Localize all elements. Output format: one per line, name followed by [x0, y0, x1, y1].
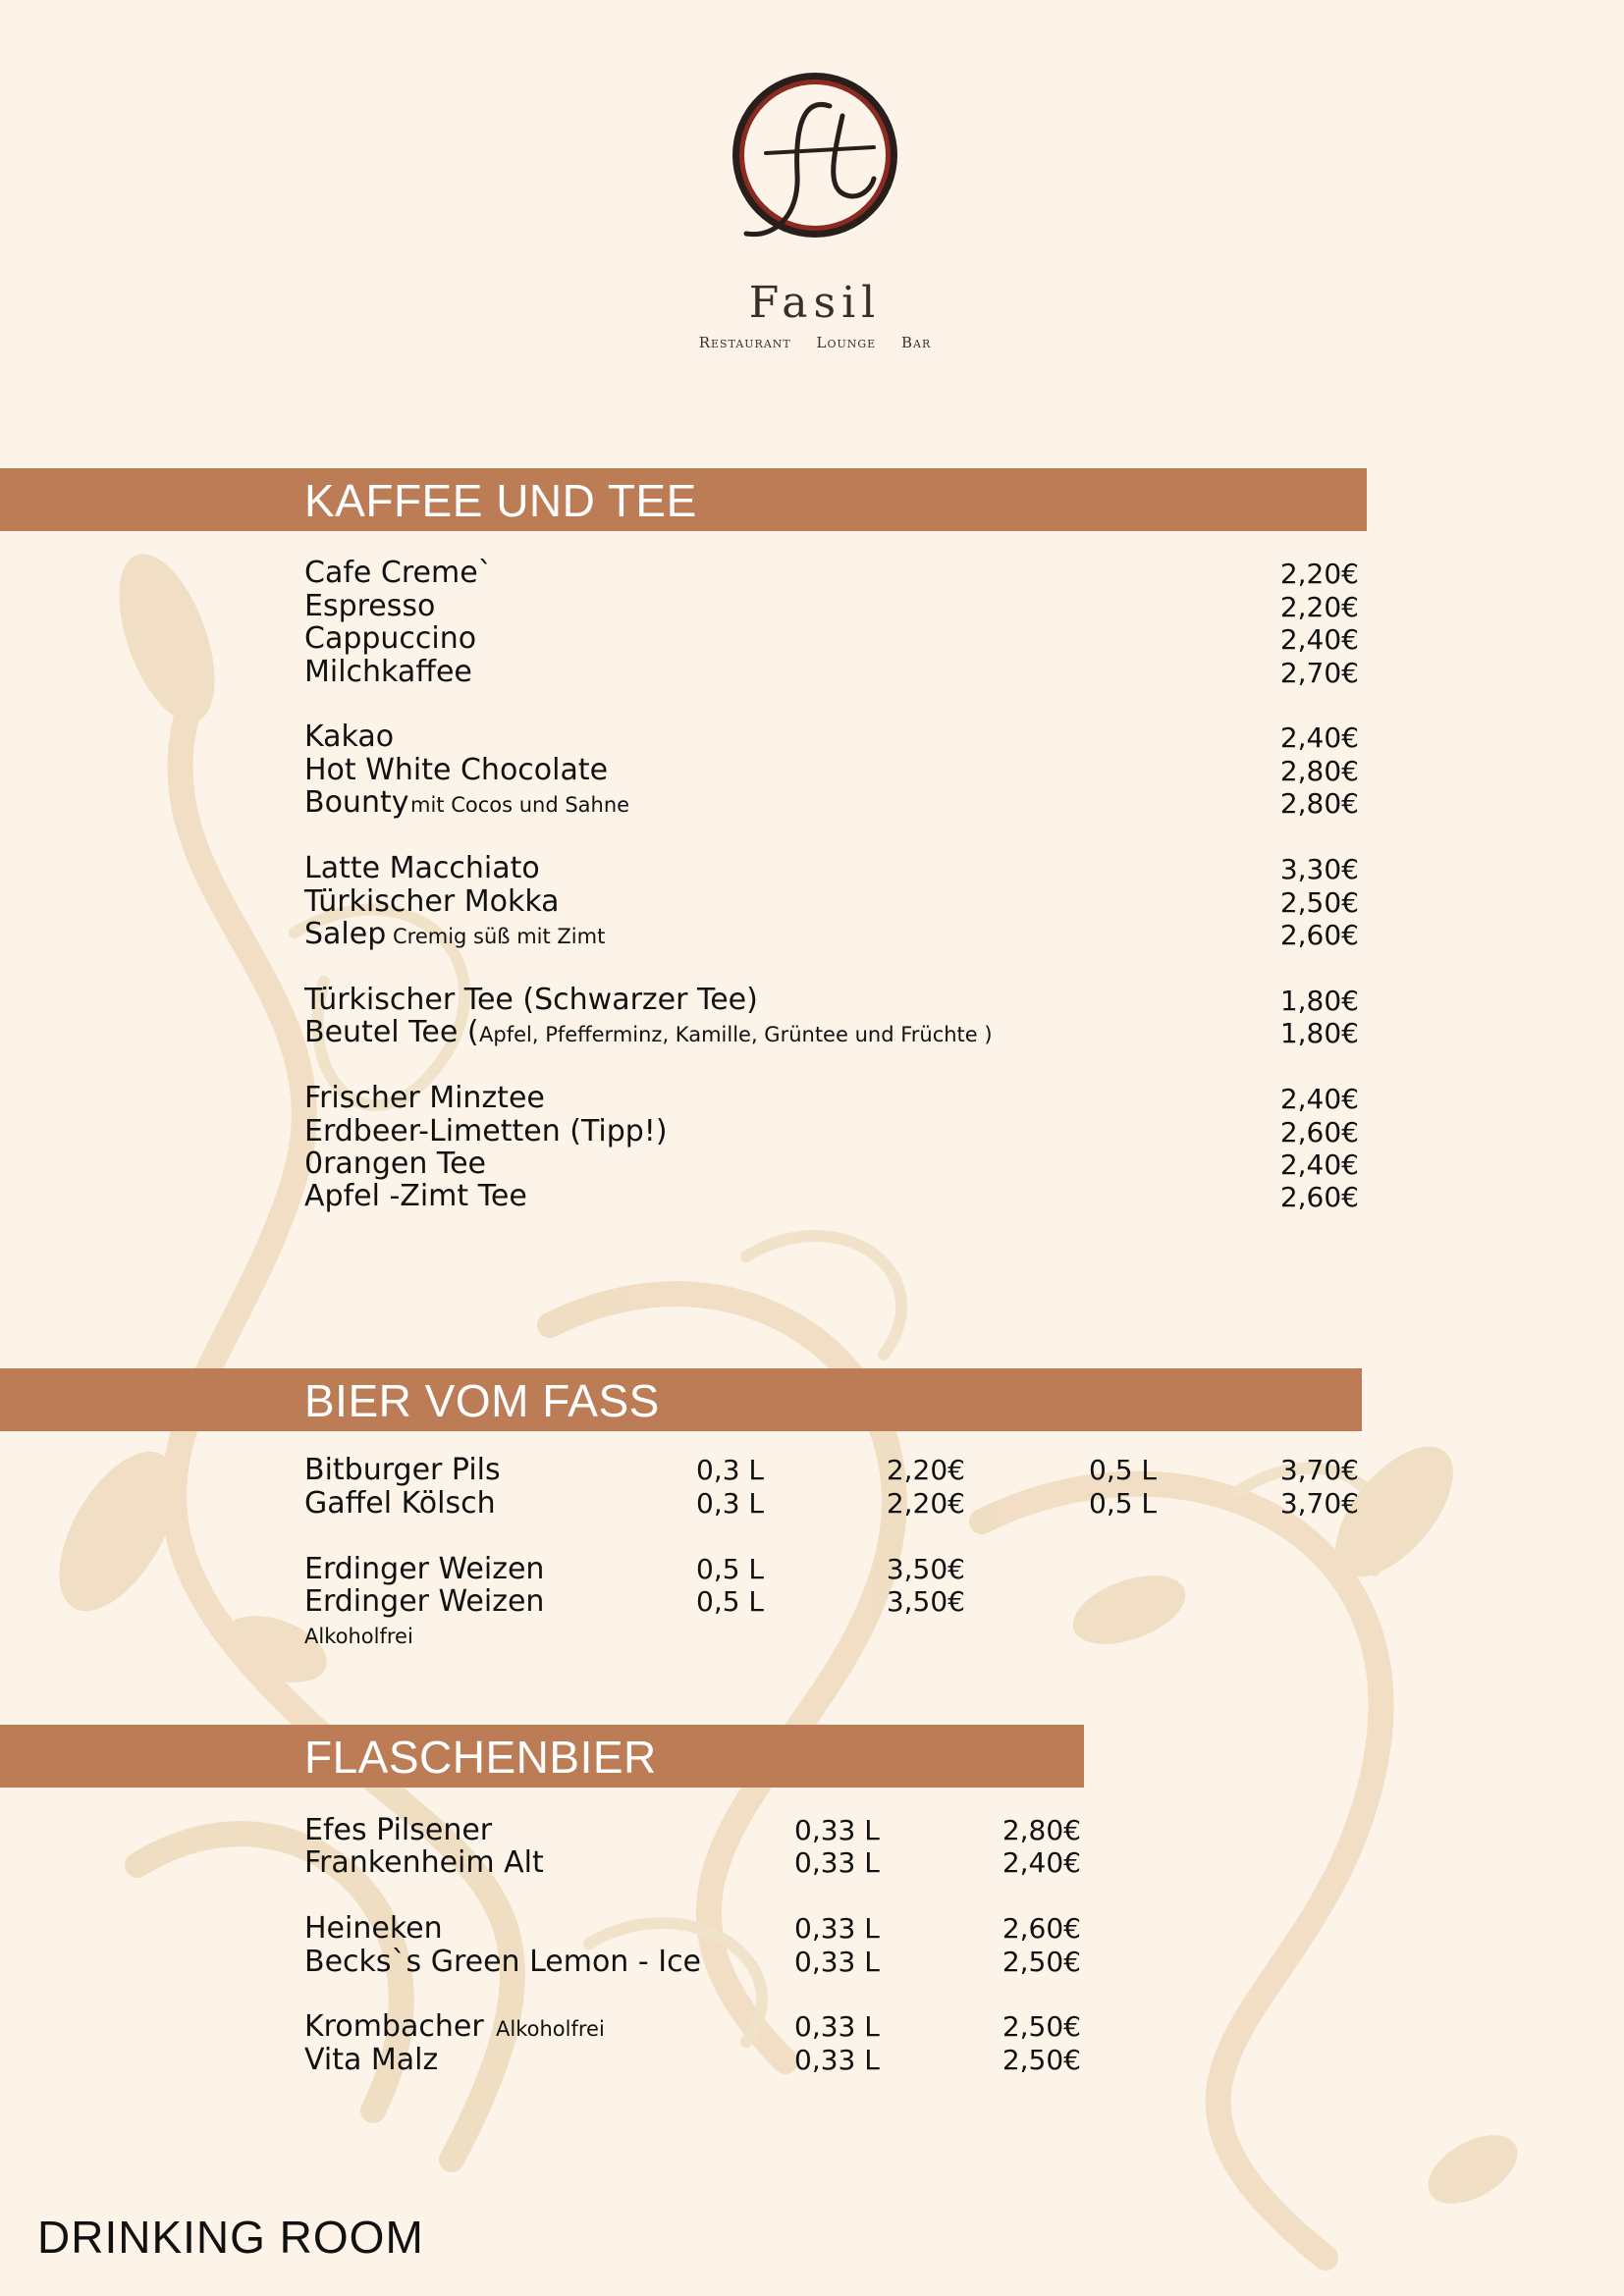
section-bar-kaffee-und-tee — [0, 468, 1367, 531]
item-price: 2,40€ — [1279, 1148, 1359, 1181]
tagline-lounge: Lounge — [816, 334, 877, 351]
item-volume: 0,33 L — [794, 1912, 880, 1945]
item-price: 2,70€ — [1279, 657, 1359, 689]
item-name: Milchkaffee — [304, 655, 472, 689]
item-price: 3,50€ — [886, 1585, 965, 1618]
item-price: 2,80€ — [1001, 1814, 1081, 1846]
item-name: Cafe Creme` — [304, 556, 493, 590]
item-volume: 0,3 L — [696, 1454, 765, 1486]
item-name: Espresso — [304, 589, 436, 623]
item-price: 3,50€ — [886, 1553, 965, 1585]
item-name: Frankenheim Alt — [304, 1845, 544, 1880]
item-name: Gaffel Kölsch — [304, 1486, 496, 1521]
item-name: Kakao — [304, 720, 395, 754]
item-price: 3,30€ — [1279, 853, 1359, 885]
item-price: 2,20€ — [1279, 591, 1359, 623]
item-name: Frischer Minztee — [304, 1081, 545, 1115]
item-note: Alkoholfrei — [496, 2017, 605, 2041]
item-name: 0rangen Tee — [304, 1147, 487, 1181]
item-price: 1,80€ — [1279, 1017, 1359, 1049]
item-volume: 0,33 L — [794, 1946, 880, 1978]
item-price: 1,80€ — [1279, 985, 1359, 1017]
ft-monogram-logo-icon — [727, 67, 903, 253]
brand-tagline — [687, 334, 943, 351]
item-name: Bounty — [304, 785, 409, 820]
item-volume: 0,5 L — [696, 1585, 765, 1618]
item-price: 2,60€ — [1001, 1912, 1081, 1945]
item-price: 2,60€ — [1279, 1181, 1359, 1213]
item-note: Apfel, Pfefferminz, Kamille, Grüntee und Früchte ) — [479, 1023, 993, 1046]
item-volume: 0,33 L — [794, 1846, 880, 1879]
item-price: 2,40€ — [1279, 623, 1359, 656]
item-price: 2,50€ — [1279, 886, 1359, 919]
item-price: 2,20€ — [886, 1454, 965, 1486]
item-note: mit Cocos und Sahne — [410, 793, 630, 817]
section-title: BIER VOM FASS — [304, 1375, 660, 1426]
item-name: Vita Malz — [304, 2043, 439, 2077]
item-volume: 0,5 L — [1089, 1454, 1158, 1486]
item-name: Heineken — [304, 1911, 443, 1946]
item-price: 2,40€ — [1001, 1846, 1081, 1879]
item-price: 2,60€ — [1279, 1116, 1359, 1148]
item-price: 3,70€ — [1279, 1454, 1359, 1486]
item-volume: 0,33 L — [794, 2044, 880, 2076]
item-name: Erdbeer-Limetten (Tipp!) — [304, 1114, 668, 1148]
item-price: 2,50€ — [1001, 2010, 1081, 2043]
item-price: 3,70€ — [1279, 1487, 1359, 1520]
section-bar-flaschenbier — [0, 1725, 1084, 1788]
section-bar-bier-vom-fass — [0, 1368, 1362, 1431]
tagline-bar: Bar — [901, 334, 932, 351]
item-volume: 0,5 L — [1089, 1487, 1158, 1520]
item-volume: 0,33 L — [794, 1814, 880, 1846]
item-price: 2,40€ — [1279, 721, 1359, 754]
item-name: Hot White Chocolate — [304, 753, 609, 787]
item-name: Türkischer Mokka — [304, 884, 560, 919]
item-name: Erdinger Weizen — [304, 1584, 545, 1619]
item-price: 2,40€ — [1279, 1083, 1359, 1115]
item-price: 2,80€ — [1279, 787, 1359, 820]
section-title: KAFFEE UND TEE — [304, 475, 697, 526]
item-price: 2,50€ — [1001, 2044, 1081, 2076]
item-name: Erdinger Weizen — [304, 1552, 545, 1586]
item-name: Latte Macchiato — [304, 851, 540, 885]
item-volume: 0,33 L — [794, 2010, 880, 2043]
footer-label: DRINKING ROOM — [37, 2212, 424, 2263]
item-volume: 0,5 L — [696, 1553, 765, 1585]
item-price: 2,50€ — [1001, 1946, 1081, 1978]
brand-name: Fasil — [748, 278, 882, 328]
item-price: 2,60€ — [1279, 919, 1359, 951]
item-name: Bitburger Pils — [304, 1453, 501, 1487]
item-name: Apfel -Zimt Tee — [304, 1179, 527, 1213]
item-price: 2,20€ — [886, 1487, 965, 1520]
item-note: Cremig süß mit Zimt — [393, 925, 606, 948]
item-name: Beutel Tee ( — [304, 1015, 479, 1049]
item-price: 2,80€ — [1279, 755, 1359, 787]
item-name: Türkischer Tee (Schwarzer Tee) — [304, 983, 758, 1017]
item-name: Becks`s Green Lemon - Ice — [304, 1945, 702, 1979]
section-title: FLASCHENBIER — [304, 1732, 657, 1783]
item-price: 2,20€ — [1279, 558, 1359, 590]
item-name: Cappuccino — [304, 621, 477, 656]
tagline-restaurant: Restaurant — [698, 334, 791, 351]
item-name: Salep — [304, 917, 387, 951]
item-name: Krombacher — [304, 2009, 484, 2044]
item-volume: 0,3 L — [696, 1487, 765, 1520]
item-name: Efes Pilsener — [304, 1813, 493, 1847]
item-note: Alkoholfrei — [304, 1625, 413, 1648]
